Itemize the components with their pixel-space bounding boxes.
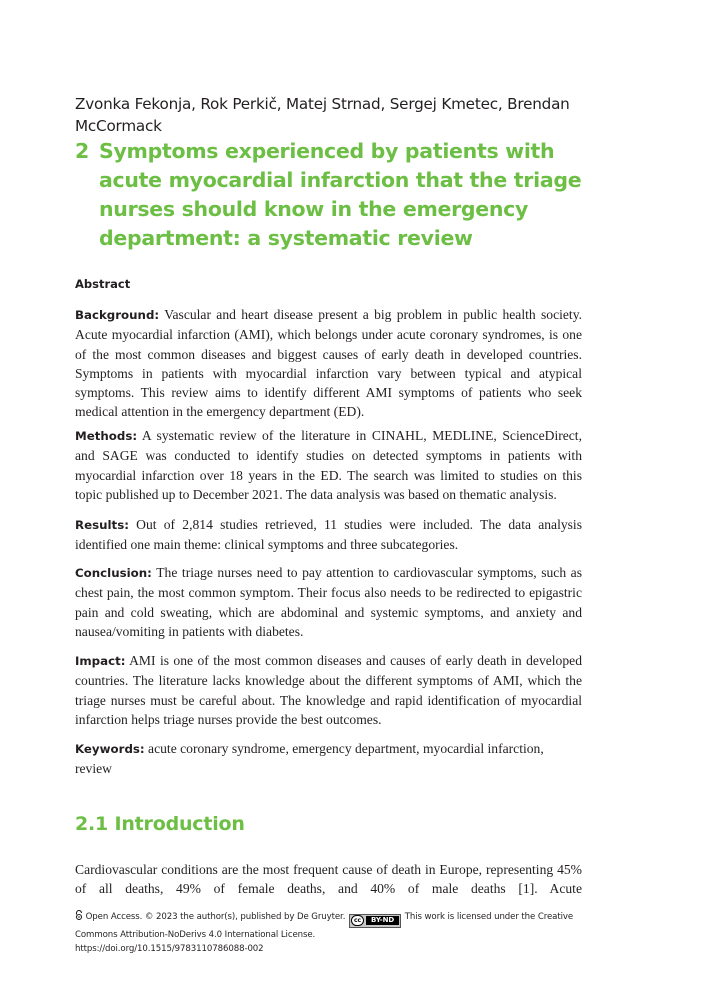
license-text: This work is licensed under the Creative Commons Attribution-NoDerivs 4.0 International License. <box>75 912 574 940</box>
methods-text: A systematic review of the literature in CINAHL, MEDLINE, ScienceDirect, and SAGE was conducted to identify studies on detected symptoms in patients with myocardial infarction over 18 years in the ED. The search was limited to studies on this topic published up to December 2021. The data analysis was based on thematic analysis. <box>75 428 582 502</box>
impact-label: Impact: <box>75 654 126 668</box>
results-label: Results: <box>75 518 129 532</box>
keywords-label: Keywords: <box>75 742 145 756</box>
abstract-heading: Abstract <box>75 277 131 291</box>
footer <box>75 910 595 956</box>
cc-license-badge[interactable] <box>349 914 401 928</box>
background-label: Background: <box>75 308 160 322</box>
methods-label: Methods: <box>75 429 138 443</box>
abstract-methods <box>75 426 582 504</box>
abstract-background <box>75 305 582 422</box>
open-access-text: Open Access. © 2023 the author(s), published by De Gruyter. <box>85 912 346 922</box>
abstract-conclusion <box>75 563 582 641</box>
abstract-keywords <box>75 739 582 779</box>
impact-text: AMI is one of the most common diseases and causes of early death in developed countries. The literature lacks knowledge about the different symptoms of AMI, which the triage nurses must be careful about. The knowledge and rapid identification of myocardial infarction helps triage nurses provide the best outcomes. <box>75 653 582 727</box>
chapter-title-text: Symptoms experienced by patients with acute myocardial infarction that the triage nurses should know in the emergency department: a systematic review <box>99 139 582 250</box>
keywords-text: acute coronary syndrome, emergency department, myocardial infarction, review <box>75 741 544 777</box>
background-text: Vascular and heart disease present a big problem in public health society. Acute myocardial infarction (AMI), which belongs under acute coronary syndromes, is one of the most common diseases and biggest causes of early death in developed countries. Symptoms in patients with myocardial infarction vary between typical and atypical symptoms. This review aims to identify different AMI symptoms of patients who seek medical attention in the emergency department (ED). <box>75 307 583 420</box>
authors: Zvonka Fekonja, Rok Perkič, Matej Strnad, Sergej Kmetec, Brendan McCormack <box>75 95 570 135</box>
license-badge-label: BY-ND <box>366 916 399 925</box>
cc-icon: cc <box>351 915 364 926</box>
open-access-icon <box>75 910 83 920</box>
introduction-paragraph: Cardiovascular conditions are the most frequent cause of death in Europe, representing 45% of all deaths, 49% of female deaths, and 40% of male deaths [1]. Acute <box>75 862 582 897</box>
abstract-results <box>75 515 582 555</box>
doi-link[interactable]: https://doi.org/10.1515/9783110786088-002 <box>75 943 264 954</box>
chapter-title <box>75 137 595 253</box>
conclusion-label: Conclusion: <box>75 566 152 580</box>
results-text: Out of 2,814 studies retrieved, 11 studies were included. The data analysis identified one main theme: clinical symptoms and three subcategories. <box>75 517 583 553</box>
abstract-impact <box>75 651 582 729</box>
chapter-number: 2 <box>75 139 89 163</box>
section-heading-introduction: 2.1 Introduction <box>75 813 245 835</box>
conclusion-text: The triage nurses need to pay attention to cardiovascular symptoms, such as chest pain, the most common symptom. Their focus also needs to be redirected to epigastric pain and cold sweating, which are abdominal and systemic symptoms, and anxiety and nausea/vomiting in patients with diabetes. <box>75 565 583 639</box>
